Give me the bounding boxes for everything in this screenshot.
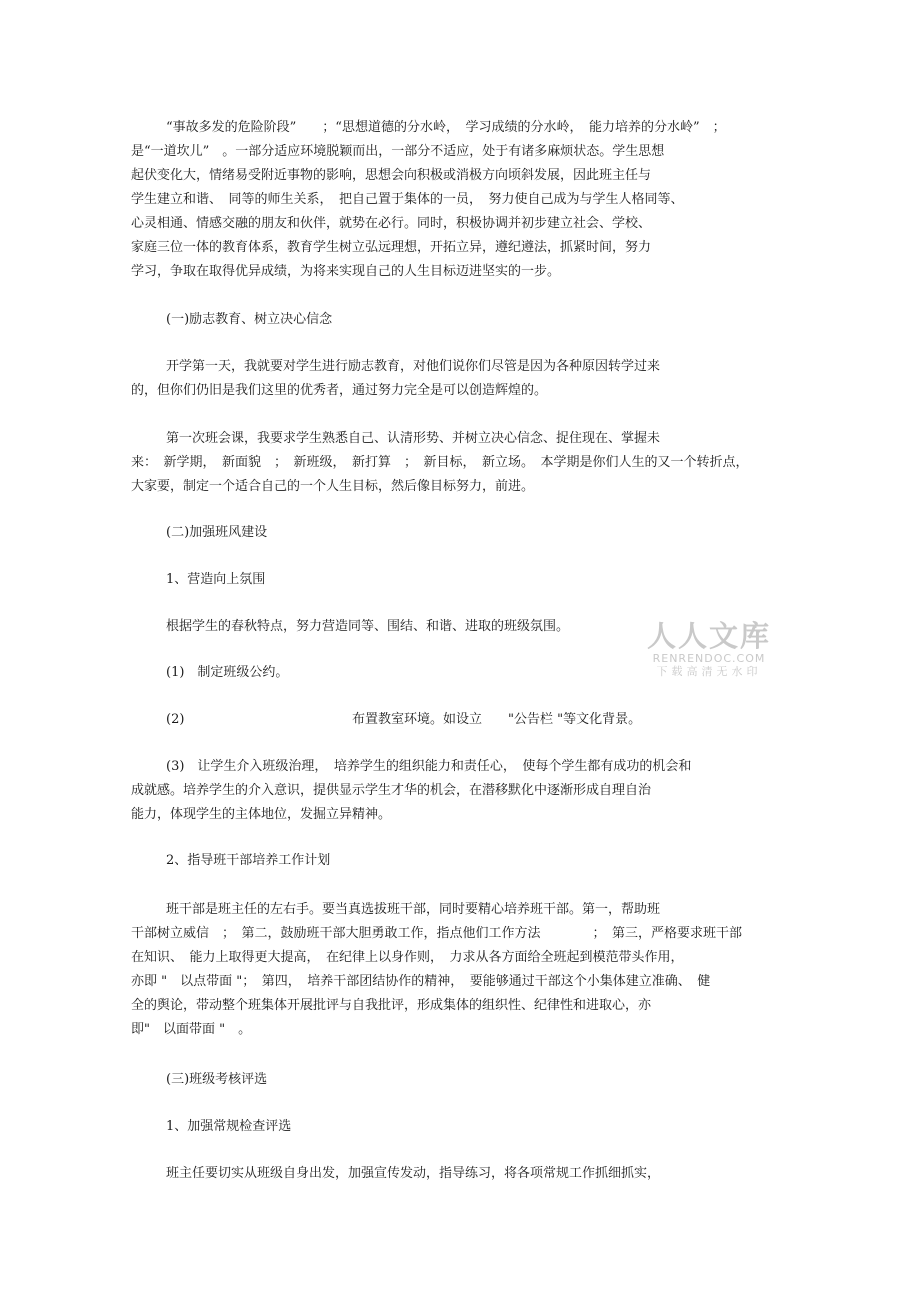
section-heading: (一)励志教育、树立决心信念 [166,312,333,327]
text-line: 干部树立威信 ； 第二，鼓励班干部大胆勇敢工作，指点他们工作方法 ； 第三，严格要求班干部 [131,926,743,941]
text-line: 是“一道坎儿” 。一部分适应环境脱颖而出，一部分不适应，处于有诸多麻烦状态。学生思想 [131,144,665,159]
text-line: 学生建立和谐、 同等的师生关系， 把自己置于集体的一员， 努力使自己成为与学生人格同等、 [131,192,684,207]
text-line: 根据学生的春秋特点，努力营造同等、围结、和谐、进取的班级氛围。 [166,619,570,634]
text-line: 能力，体现学生的主体地位，发掘立异精神。 [131,807,392,822]
text-line: 心灵相通、情感交融的朋友和伙伴，就势在必行。同时，积极协调并初步建立社会、学校、 [131,216,652,231]
text-line: “事故多发的危险阶段” ；“思想道德的分水岭， 学习成绩的分水岭， 能力培养的分水岭” ； [166,120,726,135]
list-item: (3) 让学生介入班级治理， 培养学生的组织能力和责任心， 使每个学生都有成功的机会和 [166,759,692,774]
text-line: 起伏变化大，情绪易受附近事物的影响，思想会向积极或消极方向顷斜发展，因此班主任与 [131,168,652,183]
text-line: 来： 新学期， 新面貌 ； 新班级， 新打算 ； 新目标， 新立场。 本学期是你们人生的又一个转折点， [131,455,749,470]
list-item-number: (2) [166,712,185,727]
text-line: 第一次班会课，我要求学生熟悉自己、认清形势、并树立决心信念、捉住现在、掌握未 [166,431,661,446]
section-heading: (二)加强班风建设 [166,525,268,540]
watermark-subtitle: 下载高清无水印 [656,665,762,678]
text-line: 亦即 " 以点带面 "； 第四， 培养干部团结协作的精神， 要能够通过干部这个小集体建立准确、 健 [131,974,711,989]
subsection-heading: 1、营造向上氛围 [166,572,266,587]
text-line: 学习，争取在取得优异成绩，为将来实现自己的人生目标迈进坚实的一步。 [131,264,561,279]
subsection-heading: 2、指导班干部培养工作计划 [166,853,331,868]
text-line: 家庭三位一体的教育体系，教育学生树立弘远理想，开拓立异，遵纪遵法，抓紧时间，努力 [131,240,652,255]
text-line: 班干部是班主任的左右手。要当真选拔班干部，同时要精心培养班干部。第一，帮助班 [166,902,661,917]
section-heading: (三)班级考核评选 [166,1072,268,1087]
watermark-url: RENRENDOC.COM [652,652,766,665]
list-item-text: 布置教室环境。如设立 "公告栏 "等文化背景。 [352,712,642,727]
text-line: 在知识、 能力上取得更大提高， 在纪律上以身作则， 力求从各方面给全班起到模范带头作用， [131,950,684,965]
watermark-title: 人人文库 [646,619,771,653]
watermark-logo [644,620,774,679]
text-line: 即" 以面带面 " 。 [131,1022,252,1037]
list-item: (1) 制定班级公约。 [166,665,289,680]
text-line: 开学第一天，我就要对学生进行励志教育，对他们说你们尽管是因为各种原因转学过来 [166,359,661,374]
text-line: 成就感。培养学生的介入意识，提供显示学生才华的机会，在潜移默化中逐渐形成自理自治 [131,783,652,798]
text-line: 大家要，制定一个适合自己的一个人生目标，然后像目标努力，前进。 [131,479,535,494]
text-line: 全的舆论，带动整个班集体开展批评与自我批评，形成集体的组织性、纪律性和进取心，亦 [131,998,652,1013]
subsection-heading: 1、加强常规检查评选 [166,1119,292,1134]
text-line: 的，但你们仍旧是我们这里的优秀者，通过努力完全是可以创造辉煌的。 [131,383,548,398]
text-line: 班主任要切实从班级自身出发，加强宣传发动，指导练习，将各项常规工作抓细抓实， [166,1166,661,1181]
